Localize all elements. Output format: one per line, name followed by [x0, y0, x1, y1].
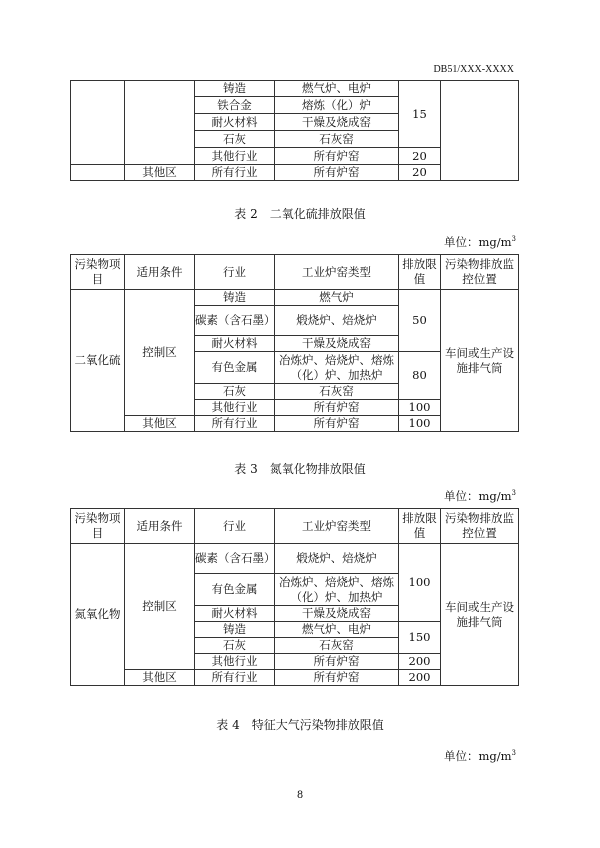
table-cell-condition: 控制区: [125, 544, 195, 670]
table-cell-furnace: 燃气炉: [275, 290, 399, 306]
table-cell-furnace: 所有炉窑: [275, 400, 399, 416]
table-cell-condition: 其他区: [125, 416, 195, 432]
table3-unit: 单位：$mg/m^3$: [443, 489, 516, 503]
table-cell-pollutant: [71, 165, 125, 181]
table-cell-limit: 80: [399, 352, 441, 400]
table-row: [71, 290, 519, 306]
header-pollutant: 污染物项目: [71, 509, 125, 544]
table-cell-pollutant: [71, 81, 125, 165]
table-cell-pollutant: 二氧化硫: [71, 290, 125, 432]
table3-nitrogen-oxides: [70, 508, 519, 686]
table-cell-industry: 所有行业: [195, 670, 275, 686]
header-condition: 适用条件: [125, 255, 195, 290]
table-cell-furnace: 冶炼炉、焙烧炉、熔炼（化）炉、加热炉: [275, 352, 399, 384]
table-cell-furnace: 熔炼（化）炉: [275, 97, 399, 114]
table-cell-industry: 其他行业: [195, 400, 275, 416]
table-cell-furnace: 燃气炉、电炉: [275, 622, 399, 638]
table-cell-industry: 铸造: [195, 622, 275, 638]
table-cell-furnace: 所有炉窑: [275, 165, 399, 181]
table-cell-furnace: 所有炉窑: [275, 654, 399, 670]
table-cell-furnace: 冶炼炉、焙烧炉、熔炼（化）炉、加热炉: [275, 574, 399, 606]
header-limit: 排放限值: [399, 255, 441, 290]
page-number: 8: [296, 790, 304, 801]
table-cell-limit: 20: [399, 148, 441, 165]
table-cell-pollutant: 氮氧化物: [71, 544, 125, 686]
table4-unit: 单位：$mg/m^3$: [443, 749, 516, 763]
header-monitor: 污染物排放监控位置: [441, 509, 519, 544]
table-cell-furnace: 所有炉窑: [275, 416, 399, 432]
table-cell-limit: 150: [399, 622, 441, 654]
table-cell-industry: 所有行业: [195, 165, 275, 181]
table-header-row: [71, 255, 519, 290]
table-cell-limit: 100: [399, 416, 441, 432]
table-cell-industry: 石灰: [195, 131, 275, 148]
table-cell-limit: 200: [399, 654, 441, 670]
table-cell-industry: 铸造: [195, 290, 275, 306]
table-cell-limit: 20: [399, 165, 441, 181]
table-cell-furnace: 干燥及烧成窑: [275, 336, 399, 352]
table-cell-furnace: 石灰窑: [275, 131, 399, 148]
table-cell-furnace: 煅烧炉、焙烧炉: [275, 544, 399, 574]
table-cell-industry: 耐火材料: [195, 114, 275, 131]
table-cell-furnace: 石灰窑: [275, 638, 399, 654]
table2-unit: 单位：$mg/m^3$: [443, 235, 516, 249]
table-cell-industry: 石灰: [195, 638, 275, 654]
header-furnace: 工业炉窑类型: [275, 255, 399, 290]
table-row: [71, 81, 519, 97]
table2-sulfur-dioxide: [70, 254, 519, 432]
header-industry: 行业: [195, 509, 275, 544]
table-cell-condition: 其他区: [125, 670, 195, 686]
table-cell-limit: 100: [399, 544, 441, 622]
table-cell-industry: 耐火材料: [195, 336, 275, 352]
table-cell-industry: 铸造: [195, 81, 275, 97]
table-cell-furnace: 所有炉窑: [275, 670, 399, 686]
document-id: DB51/XXX-XXXX: [433, 64, 514, 75]
table-cell-limit: 100: [399, 400, 441, 416]
table-cell-condition: 控制区: [125, 290, 195, 416]
table-cell-furnace: 燃气炉、电炉: [275, 81, 399, 97]
table-cell-industry: 其他行业: [195, 654, 275, 670]
table-cell-industry: 有色金属: [195, 352, 275, 384]
table-cell-condition: [125, 81, 195, 165]
table-cell-limit: 50: [399, 290, 441, 352]
table-cell-furnace: 干燥及烧成窑: [275, 606, 399, 622]
table-cell-industry: 铁合金: [195, 97, 275, 114]
table1-continued: [70, 80, 519, 181]
table3-caption: 表 3 氮氧化物排放限值: [234, 462, 366, 476]
table-cell-limit: 15: [399, 81, 441, 148]
table4-caption: 表 4 特征大气污染物排放限值: [216, 718, 384, 732]
table2-caption: 表 2 二氧化硫排放限值: [234, 207, 366, 221]
table-cell-monitor: 车间或生产设施排气筒: [441, 544, 519, 686]
table-header-row: [71, 509, 519, 544]
table-row: [71, 544, 519, 574]
table-cell-industry: 所有行业: [195, 416, 275, 432]
table-cell-furnace: 干燥及烧成窑: [275, 114, 399, 131]
table-cell-industry: 有色金属: [195, 574, 275, 606]
header-industry: 行业: [195, 255, 275, 290]
table-cell-furnace: 煅烧炉、焙烧炉: [275, 306, 399, 336]
table-cell-industry: 其他行业: [195, 148, 275, 165]
table-cell-industry: 耐火材料: [195, 606, 275, 622]
header-limit: 排放限值: [399, 509, 441, 544]
table-cell-monitor: [441, 81, 519, 181]
table-cell-condition: 其他区: [125, 165, 195, 181]
table-cell-industry: 碳素（含石墨）: [195, 544, 275, 574]
header-condition: 适用条件: [125, 509, 195, 544]
header-furnace: 工业炉窑类型: [275, 509, 399, 544]
header-monitor: 污染物排放监控位置: [441, 255, 519, 290]
table-cell-industry: 碳素（含石墨）: [195, 306, 275, 336]
table-cell-furnace: 所有炉窑: [275, 148, 399, 165]
table-cell-limit: 200: [399, 670, 441, 686]
table-cell-monitor: 车间或生产设施排气筒: [441, 290, 519, 432]
table-cell-industry: 石灰: [195, 384, 275, 400]
table-cell-furnace: 石灰窑: [275, 384, 399, 400]
header-pollutant: 污染物项目: [71, 255, 125, 290]
